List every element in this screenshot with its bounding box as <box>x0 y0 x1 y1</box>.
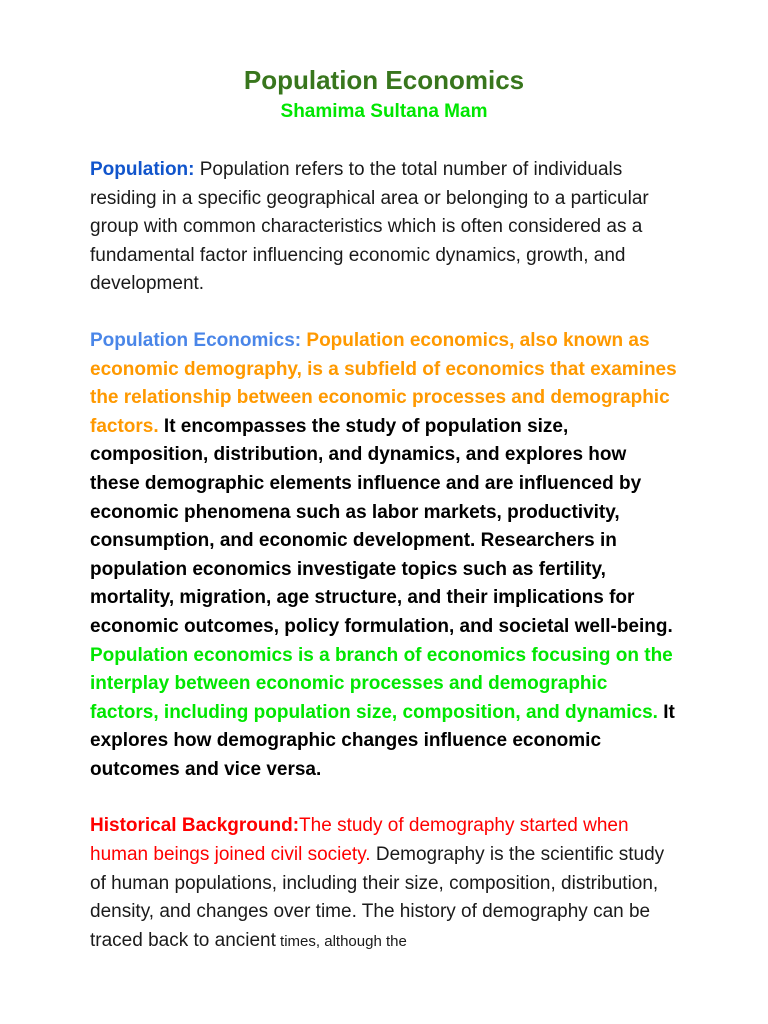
population-economics-summary: Population economics is a branch of economics focusing on the interplay between economic processes and demographic factors, including population size, composition, and dynamics. <box>90 644 673 723</box>
historical-background-label: Historical Background: <box>90 815 300 837</box>
population-economics-label: Population Economics: <box>90 329 302 351</box>
historical-background-text: Demography is the scientific study of human populations, including their size, composition, distribution, density, and changes over time. The history of demography can be traced back to ancient <box>90 844 665 951</box>
historical-background-lead: The study of demography started when human beings joined civil society. <box>90 815 629 866</box>
population-economics-paragraph <box>90 327 678 785</box>
document-title: Population Economics <box>243 65 525 95</box>
document-author: Shamima Sultana Mam <box>280 101 488 122</box>
population-text: Population refers to the total number of individuals residing in a specific geographical area or belonging to a particular group with common characteristics which is often considered as a fundamental factor influencing economic dynamics, growth, and development. <box>90 159 649 295</box>
population-paragraph <box>90 156 678 299</box>
population-economics-detail: It encompasses the study of population size, composition, distribution, and dynamics, and explores how these demographic elements influence and are influenced by economic phenomena such as labor markets, productivity, consumption, and economic development. Researchers in population economics investigate topics such as fertility, mortality, migration, age structure, and their implications for economic outcomes, policy formulation, and societal well-being. <box>90 415 673 637</box>
population-economics-summary-detail: It explores how demographic changes influence economic outcomes and vice versa. <box>90 701 675 780</box>
historical-background-tail: times, although the <box>275 932 407 950</box>
historical-background-paragraph <box>90 812 678 956</box>
population-economics-definition: Population economics, also known as economic demography, is a subfield of economics that examines the relationship between economic processes and demographic factors. <box>90 329 677 437</box>
population-label: Population: <box>90 159 195 180</box>
